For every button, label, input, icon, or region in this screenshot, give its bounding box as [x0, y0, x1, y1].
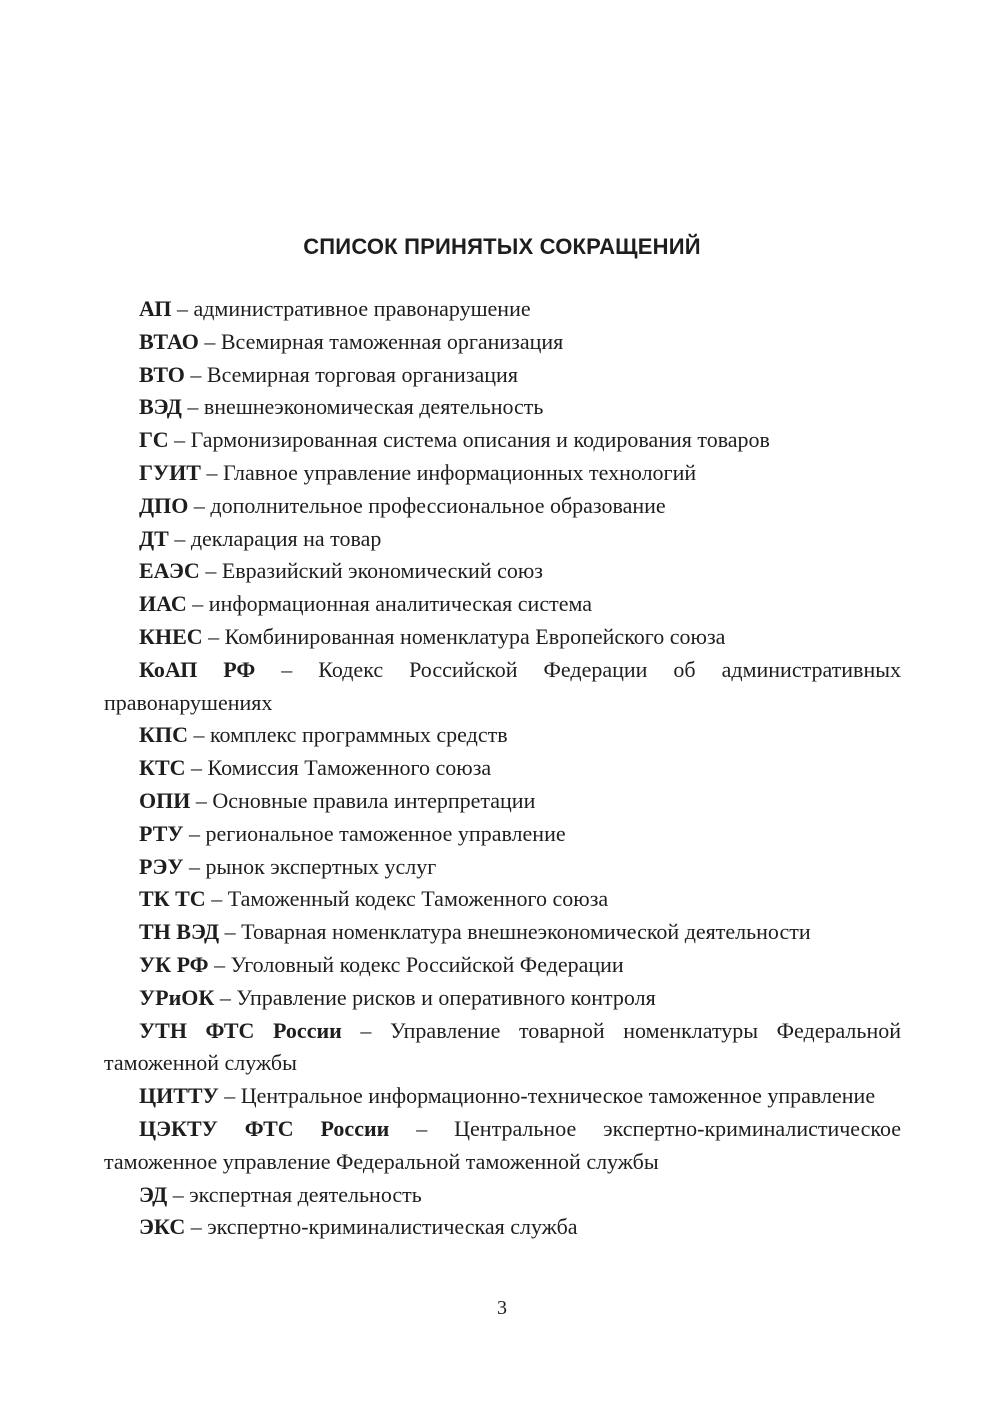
abbreviation-separator: – [185, 1214, 208, 1240]
abbreviation-entry [104, 949, 901, 982]
abbreviation-term: КТС [139, 755, 186, 781]
abbreviation-entry [104, 785, 901, 818]
abbreviation-entry [104, 326, 901, 359]
abbreviation-term: ТН ВЭД [139, 919, 220, 945]
abbreviation-term: ВЭД [139, 394, 182, 420]
abbreviation-separator: – [186, 591, 209, 617]
abbreviation-separator: – [168, 525, 191, 551]
abbreviation-definition: рынок экспертных услуг [205, 853, 437, 879]
abbreviation-separator: – [219, 919, 242, 945]
page-number: 3 [497, 1297, 507, 1319]
abbreviation-definition: Комиссия Таможенного союза [207, 755, 492, 781]
abbreviation-term: ЕАЭС [139, 558, 200, 584]
page-title: СПИСОК ПРИНЯТЫХ СОКРАЩЕНИЙ [303, 234, 701, 259]
abbreviation-term: ВТО [139, 361, 185, 387]
abbreviation-entry [104, 1080, 901, 1113]
abbreviation-separator: – [190, 787, 213, 813]
abbreviation-entry [104, 818, 901, 851]
abbreviation-term: УТН ФТС России [139, 1017, 342, 1043]
abbreviation-entry [104, 883, 901, 916]
abbreviation-term: РТУ [139, 820, 184, 846]
abbreviation-separator: – [389, 1115, 455, 1141]
abbreviation-entry [104, 1211, 901, 1244]
abbreviation-definition: экспертная деятельность [189, 1181, 422, 1207]
abbreviation-definition: экспертно-криминалистическая служба [207, 1214, 578, 1240]
abbreviation-term: ЭД [139, 1181, 168, 1207]
abbreviation-separator: – [181, 394, 204, 420]
abbreviation-entry [104, 523, 901, 556]
abbreviation-definition: информационная аналитическая система [208, 591, 593, 617]
abbreviation-definition: Евразийский экономический союз [221, 558, 543, 584]
abbreviation-entry [104, 719, 901, 752]
abbreviation-term: ДТ [139, 525, 169, 551]
abbreviation-definition: Гармонизированная система описания и кодирования товаров [190, 427, 770, 453]
abbreviation-term: ГУИТ [139, 459, 201, 485]
abbreviation-term: УК РФ [139, 951, 209, 977]
abbreviation-entry [104, 391, 901, 424]
abbreviation-separator: – [205, 886, 228, 912]
abbreviation-term: УРиОК [139, 984, 215, 1010]
abbreviation-separator: – [214, 984, 237, 1010]
abbreviation-separator: – [168, 427, 191, 453]
abbreviation-definition: дополнительное профессиональное образование [210, 492, 666, 518]
abbreviation-definition: Уголовный кодекс Российской Федерации [230, 951, 624, 977]
abbreviation-separator: – [183, 853, 206, 879]
abbreviation-entry [104, 588, 901, 621]
abbreviation-entry [104, 1113, 901, 1179]
abbreviation-entry [104, 621, 901, 654]
abbreviation-separator: – [184, 361, 207, 387]
abbreviation-definition: региональное таможенное управление [205, 820, 566, 846]
abbreviation-definition: Центральное экспертно-криминалистическое таможенное управление Федеральной таможенной службы [104, 1115, 901, 1174]
abbreviation-definition: Управление рисков и оперативного контроля [236, 984, 656, 1010]
abbreviation-term: ДПО [139, 492, 189, 518]
abbreviation-definition: комплекс программных средств [209, 722, 508, 748]
abbreviation-term: ЦИТТУ [139, 1083, 219, 1109]
abbreviation-term: ОПИ [139, 787, 191, 813]
abbreviation-term: КПС [139, 722, 188, 748]
abbreviation-term: КНЕС [139, 623, 203, 649]
abbreviation-term: ИАС [139, 591, 187, 617]
abbreviation-separator: – [208, 951, 231, 977]
abbreviation-term: АП [139, 296, 172, 321]
abbreviation-entry [104, 1179, 901, 1212]
abbreviation-entry [104, 555, 901, 588]
abbreviation-term: ВТАО [139, 328, 199, 354]
abbreviation-definition: Главное управление информационных технологий [222, 459, 697, 485]
abbreviation-definition: Всемирная торговая организация [206, 361, 518, 387]
abbreviation-separator: – [167, 1181, 190, 1207]
abbreviation-definition: декларация на товар [190, 525, 382, 551]
abbreviation-separator: – [171, 296, 194, 321]
abbreviation-entry [104, 457, 901, 490]
abbreviation-definition: Кодекс Российской Федерации об административных правонарушениях [104, 656, 901, 715]
abbreviation-entry [104, 916, 901, 949]
abbreviation-separator: – [202, 623, 225, 649]
abbreviation-separator: – [187, 722, 210, 748]
abbreviation-separator: – [198, 328, 221, 354]
abbreviation-separator: – [188, 492, 211, 518]
abbreviation-term: РЭУ [139, 853, 184, 879]
abbreviation-entry [104, 752, 901, 785]
abbreviation-entry [104, 359, 901, 392]
abbreviation-entry [104, 1015, 901, 1081]
abbreviation-entry [104, 982, 901, 1015]
abbreviation-entry [104, 424, 901, 457]
abbreviation-definition: Центральное информационно-техническое таможенное управление [240, 1083, 876, 1109]
abbreviation-list [104, 293, 901, 1244]
abbreviation-separator: – [200, 459, 223, 485]
abbreviation-term: ЭКС [139, 1214, 186, 1240]
abbreviation-definition: Всемирная таможенная организация [220, 328, 564, 354]
abbreviation-separator: – [183, 820, 206, 846]
abbreviation-definition: Управление товарной номенклатуры Федеральной таможенной службы [104, 1017, 901, 1076]
abbreviation-term: ЦЭКТУ ФТС России [139, 1115, 390, 1141]
abbreviation-definition: Таможенный кодекс Таможенного союза [227, 886, 609, 912]
abbreviation-definition: административное правонарушение [193, 296, 531, 321]
abbreviation-entry [104, 490, 901, 523]
abbreviation-entry [104, 293, 901, 326]
abbreviation-term: ГС [139, 427, 169, 453]
abbreviation-entry [104, 851, 901, 884]
abbreviation-separator: – [255, 656, 319, 682]
abbreviation-term: КоАП РФ [139, 656, 256, 682]
abbreviation-definition: внешнеэкономическая деятельность [203, 394, 544, 420]
abbreviation-definition: Товарная номенклатура внешнеэкономической деятельности [241, 919, 811, 945]
abbreviation-definition: Комбинированная номенклатура Европейского союза [224, 623, 726, 649]
abbreviation-separator: – [218, 1083, 241, 1109]
abbreviation-separator: – [341, 1017, 391, 1043]
abbreviation-term: ТК ТС [139, 886, 206, 912]
abbreviation-separator: – [199, 558, 222, 584]
abbreviation-separator: – [185, 755, 208, 781]
abbreviation-definition: Основные правила интерпретации [212, 787, 536, 813]
abbreviation-entry [104, 654, 901, 720]
